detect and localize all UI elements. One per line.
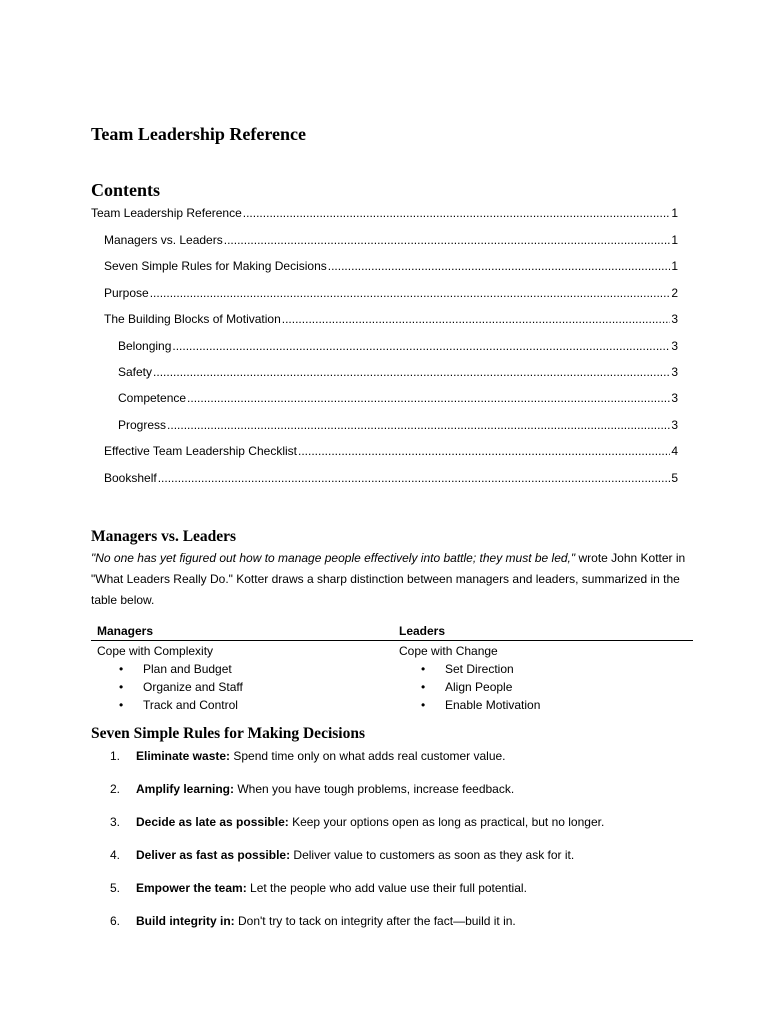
toc-entry-label: The Building Blocks of Motivation — [104, 312, 281, 326]
bullet-icon: • — [119, 680, 124, 694]
toc-entry[interactable] — [104, 470, 678, 486]
toc-entry[interactable] — [104, 258, 678, 274]
toc-entry-page: 1 — [671, 259, 678, 273]
rule-item — [110, 781, 604, 814]
list-item: • Set Direction — [421, 662, 514, 676]
list-item: • Enable Motivation — [421, 698, 541, 712]
toc-entry-label: Competence — [118, 391, 187, 405]
rule-key: Build integrity in: — [136, 914, 235, 928]
rule-number: 1. — [110, 749, 121, 763]
rule-number: 6. — [110, 914, 121, 928]
table-header-row — [91, 622, 693, 641]
toc-entry-label: Bookshelf — [104, 471, 157, 485]
leaders-list — [399, 660, 693, 714]
toc-entry-page: 3 — [671, 339, 678, 353]
toc-entry-label: Progress — [118, 418, 167, 432]
table-body-row — [91, 643, 693, 714]
section-heading-seven-rules: Seven Simple Rules for Making Decisions — [91, 725, 365, 742]
toc-entry-label: Team Leadership Reference — [91, 206, 242, 220]
leaders-cell-title: Cope with Change — [399, 644, 498, 658]
rule-number: 4. — [110, 848, 121, 862]
table-header-managers: Managers — [97, 624, 154, 638]
toc-entry[interactable] — [104, 443, 678, 459]
toc-entry[interactable] — [91, 205, 678, 221]
toc-entry-page: 3 — [671, 391, 678, 405]
list-item: • Align People — [421, 680, 513, 694]
list-item: • Plan and Budget — [119, 662, 232, 676]
rule-number: 2. — [110, 782, 121, 796]
rule-text: Don't try to tack on integrity after the fact—build it in. — [234, 914, 516, 928]
toc-entry-page: 3 — [671, 312, 678, 326]
toc-entry-label: Seven Simple Rules for Making Decisions — [104, 259, 327, 273]
kotter-quote: "No one has yet figured out how to manage people effectively into battle; they must be led," — [91, 551, 576, 565]
toc-entry-page: 4 — [671, 444, 678, 458]
toc-entry[interactable] — [104, 285, 678, 301]
managers-leaders-table — [91, 622, 693, 714]
rule-key: Eliminate waste: — [136, 749, 231, 763]
leaders-cell — [392, 643, 693, 714]
toc-entry-label: Purpose — [104, 286, 149, 300]
rule-number: 5. — [110, 881, 121, 895]
bullet-icon: • — [421, 698, 426, 712]
rule-item — [110, 814, 604, 847]
toc-entry-label: Safety — [118, 365, 153, 379]
rule-item — [110, 913, 604, 946]
rule-text: Deliver value to customers as soon as they ask for it. — [290, 848, 575, 862]
bullet-icon: • — [119, 698, 124, 712]
rule-text: Keep your options open as long as practical, but no longer. — [288, 815, 605, 829]
toc-entry-label: Effective Team Leadership Checklist — [104, 444, 297, 458]
intro-paragraph — [91, 548, 691, 611]
rules-list — [110, 748, 604, 946]
rule-number: 3. — [110, 815, 121, 829]
rule-key: Deliver as fast as possible: — [136, 848, 291, 862]
toc-entry-label: Managers vs. Leaders — [104, 233, 223, 247]
bullet-icon: • — [421, 662, 426, 676]
rule-item — [110, 880, 604, 913]
managers-list — [97, 660, 392, 714]
rule-item — [110, 748, 604, 781]
table-header-leaders: Leaders — [399, 624, 446, 638]
contents-heading: Contents — [91, 180, 161, 200]
list-item: • Track and Control — [119, 698, 238, 712]
rule-text: When you have tough problems, increase feedback. — [234, 782, 515, 796]
rule-key: Amplify learning: — [136, 782, 235, 796]
toc-entry[interactable] — [118, 338, 678, 354]
toc-entry[interactable] — [118, 364, 678, 380]
toc-entry-page: 2 — [671, 286, 678, 300]
rule-text: Let the people who add value use their full potential. — [246, 881, 527, 895]
toc-entry[interactable] — [118, 390, 678, 406]
rule-item — [110, 847, 604, 880]
toc-entry-page: 3 — [671, 418, 678, 432]
toc-entry[interactable] — [118, 417, 678, 433]
bullet-icon: • — [421, 680, 426, 694]
section-heading-managers-vs-leaders: Managers vs. Leaders — [91, 528, 237, 545]
managers-cell — [91, 643, 392, 714]
toc-entry-page: 3 — [671, 365, 678, 379]
bullet-icon: • — [119, 662, 124, 676]
document-title: Team Leadership Reference — [91, 124, 306, 144]
intro-text: wrote John Kotter in "What Leaders Really Do." Kotter draws a sharp distinction between managers and leaders, summarized in the table below. — [91, 551, 686, 607]
toc-entry-page: 5 — [671, 471, 678, 485]
toc-entry-page: 1 — [671, 233, 678, 247]
toc-entry[interactable] — [104, 311, 678, 327]
toc-entry[interactable] — [104, 232, 678, 248]
list-item: • Organize and Staff — [119, 680, 243, 694]
rule-text: Spend time only on what adds real customer value. — [230, 749, 506, 763]
toc-entry-page: 1 — [671, 206, 678, 220]
managers-cell-title: Cope with Complexity — [97, 644, 214, 658]
rule-key: Decide as late as possible: — [136, 815, 289, 829]
rule-key: Empower the team: — [136, 881, 247, 895]
toc-entry-label: Belonging — [118, 339, 172, 353]
